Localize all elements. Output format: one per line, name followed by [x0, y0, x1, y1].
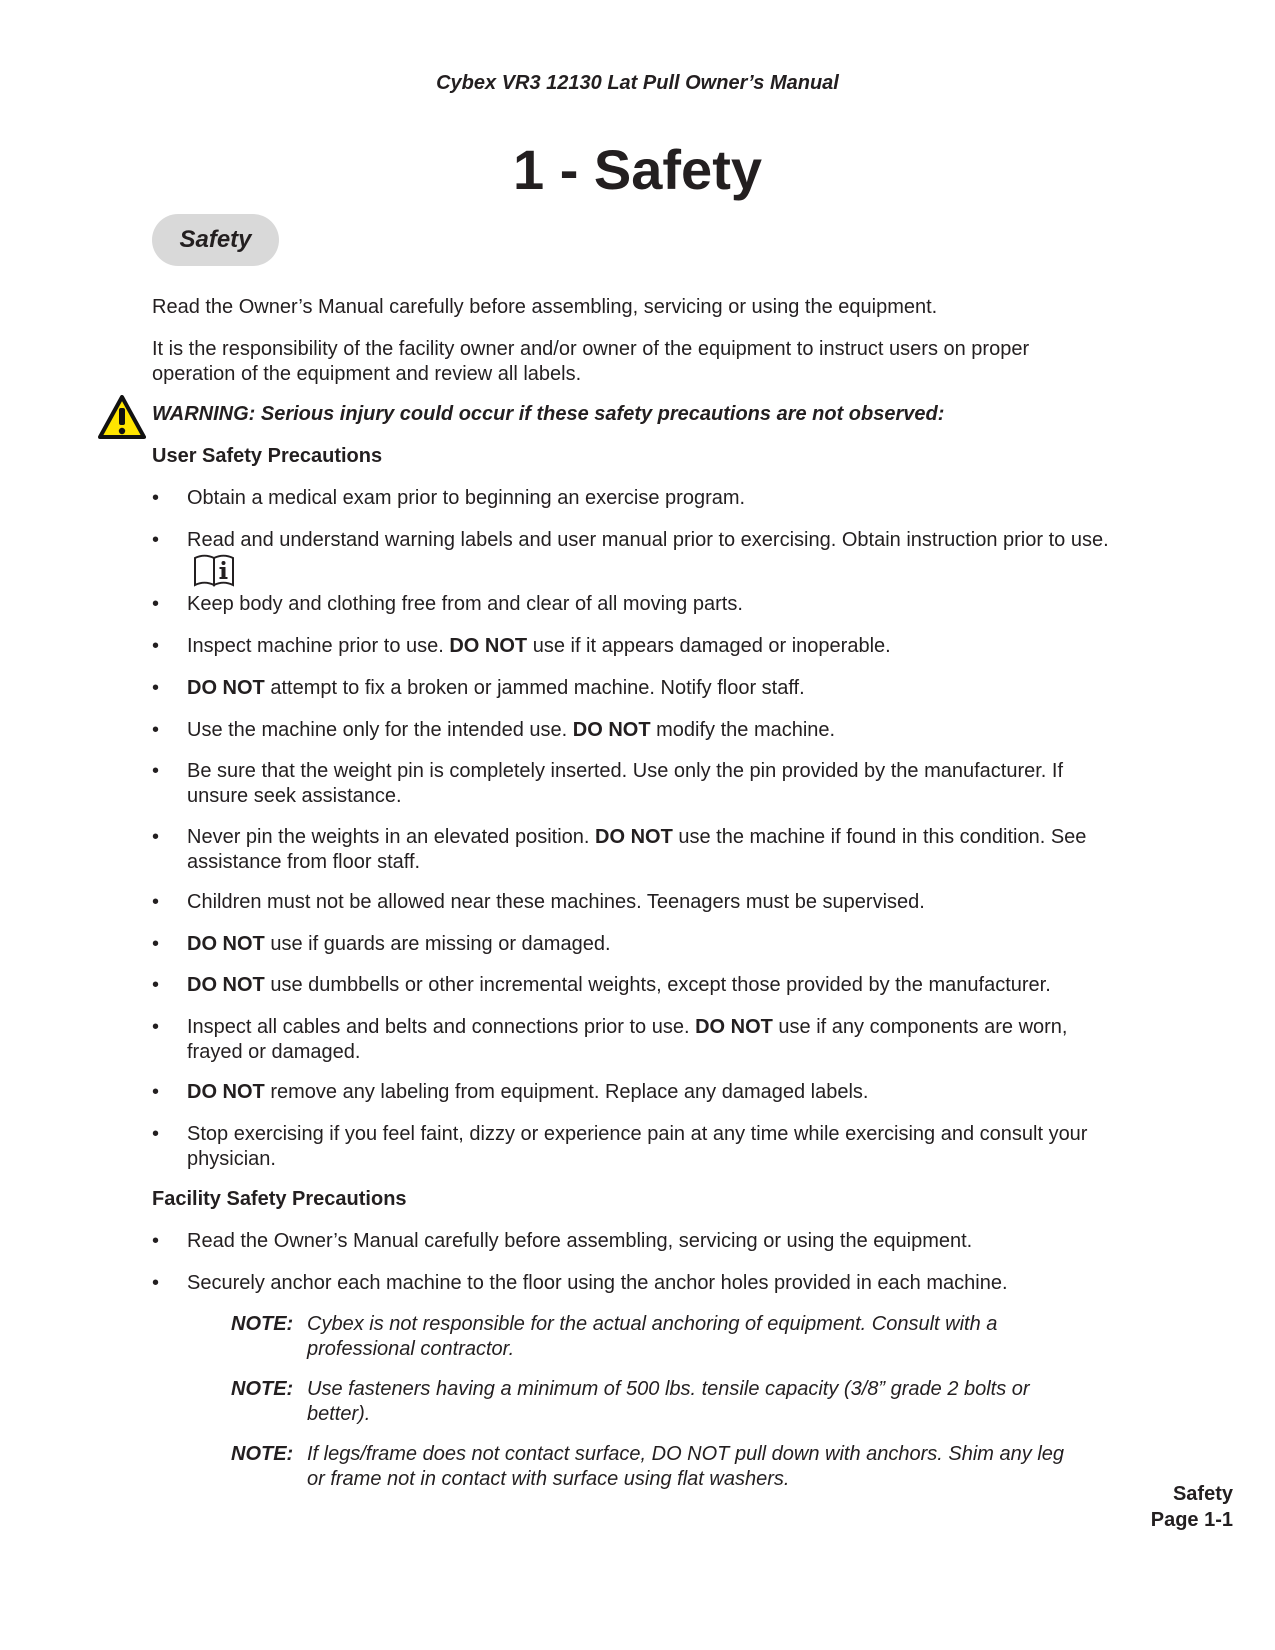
- list-item: Be sure that the weight pin is completely inserted. Use only the pin provided by the manufacturer. If unsure seek assistance.: [187, 760, 1064, 807]
- note-label: NOTE:: [231, 1313, 294, 1335]
- warning-text: WARNING: Serious injury could occur if these safety precautions are not observed:: [152, 403, 945, 425]
- footer-page-number: Page 1-1: [1150, 1509, 1233, 1531]
- list-item: [187, 718, 1117, 743]
- list-item-text: Inspect all cables and belts and connections prior to use.: [187, 1016, 696, 1038]
- read-manual-icon: [193, 553, 235, 587]
- intro-paragraph-1: Read the Owner’s Manual carefully before assembling, servicing or using the equipment.: [152, 296, 938, 318]
- list-item-text: use if it appears damaged or inoperable.: [527, 635, 891, 657]
- bullet: •: [152, 891, 160, 913]
- do-not-emphasis: DO NOT: [187, 933, 265, 955]
- bullet: •: [152, 760, 160, 782]
- note-label: NOTE:: [231, 1378, 294, 1400]
- intro-paragraph-2: It is the responsibility of the facility owner and/or owner of the equipment to instruct users on proper operation of the equipment and review all labels.: [152, 338, 1030, 385]
- list-item: [187, 676, 1117, 701]
- list-item: [187, 634, 1117, 659]
- list-item-text: Use the machine only for the intended use.: [187, 719, 573, 741]
- bullet: •: [152, 593, 160, 615]
- list-item-text: Inspect machine prior to use.: [187, 635, 450, 657]
- list-item-text: use the machine if found in this condition. See assistance from floor staff.: [187, 826, 1087, 873]
- note-text: Cybex is not responsible for the actual anchoring of equipment. Consult with a professional contractor.: [307, 1313, 998, 1360]
- bullet: •: [152, 635, 160, 657]
- bullet: •: [152, 1230, 160, 1252]
- do-not-emphasis: DO NOT: [187, 677, 265, 699]
- bullet: •: [152, 677, 160, 699]
- warning-triangle-icon: [98, 395, 146, 439]
- bullet: •: [152, 1081, 160, 1103]
- note-label: NOTE:: [231, 1443, 294, 1465]
- do-not-emphasis: DO NOT: [595, 826, 673, 848]
- footer-section: Safety: [1172, 1483, 1233, 1505]
- do-not-emphasis: DO NOT: [695, 1016, 773, 1038]
- bullet: •: [152, 1123, 160, 1145]
- list-item: Keep body and clothing free from and clear of all moving parts.: [187, 593, 743, 615]
- list-item-text: attempt to fix a broken or jammed machine. Notify floor staff.: [264, 677, 805, 699]
- do-not-emphasis: DO NOT: [187, 974, 265, 996]
- bullet: •: [152, 974, 160, 996]
- note-text: Use fasteners having a minimum of 500 lbs. tensile capacity (3/8” grade 2 bolts or better).: [307, 1378, 1030, 1425]
- bullet: •: [152, 1272, 160, 1294]
- list-item: [187, 973, 1117, 998]
- list-item: Securely anchor each machine to the floor using the anchor holes provided in each machine.: [187, 1272, 1008, 1294]
- list-item: [187, 1015, 1117, 1065]
- list-item: Read the Owner’s Manual carefully before assembling, servicing or using the equipment.: [187, 1230, 973, 1252]
- chapter-title: 1 - Safety: [513, 138, 762, 201]
- bullet: •: [152, 529, 160, 551]
- list-item: Obtain a medical exam prior to beginning an exercise program.: [187, 487, 746, 509]
- bullet: •: [152, 1016, 160, 1038]
- bullet: •: [152, 933, 160, 955]
- bullet: •: [152, 487, 160, 509]
- list-item-text: modify the machine.: [650, 719, 836, 741]
- list-item: Children must not be allowed near these machines. Teenagers must be supervised.: [187, 891, 925, 913]
- list-item: [187, 932, 1117, 957]
- section-tab: Safety: [152, 214, 279, 266]
- note-text: If legs/frame does not contact surface, DO NOT pull down with anchors. Shim any leg or frame not in contact with surface using flat washers.: [307, 1443, 1065, 1490]
- list-item: [187, 825, 1117, 875]
- bullet: •: [152, 719, 160, 741]
- facility-precautions-heading: Facility Safety Precautions: [152, 1188, 407, 1210]
- running-header: Cybex VR3 12130 Lat Pull Owner’s Manual: [436, 72, 839, 94]
- do-not-emphasis: DO NOT: [187, 1081, 265, 1103]
- list-item-text: Never pin the weights in an elevated position.: [187, 826, 596, 848]
- do-not-emphasis: DO NOT: [449, 635, 528, 657]
- list-item: [187, 1080, 1117, 1105]
- do-not-emphasis: DO NOT: [572, 719, 651, 741]
- list-item: [187, 528, 1117, 588]
- list-item-text: use dumbbells or other incremental weights, except those provided by the manufacturer.: [264, 974, 1051, 996]
- bullet: •: [152, 826, 160, 848]
- list-item: Stop exercising if you feel faint, dizzy or experience pain at any time while exercising and consult your physician.: [187, 1123, 1088, 1170]
- list-item-text: Read and understand warning labels and user manual prior to exercising. Obtain instruction prior to use.: [187, 529, 1109, 551]
- user-precautions-heading: User Safety Precautions: [152, 445, 383, 467]
- list-item-text: use if guards are missing or damaged.: [264, 933, 611, 955]
- list-item-text: use if any components are worn, frayed or damaged.: [187, 1016, 1068, 1063]
- list-item-text: remove any labeling from equipment. Replace any damaged labels.: [264, 1081, 869, 1103]
